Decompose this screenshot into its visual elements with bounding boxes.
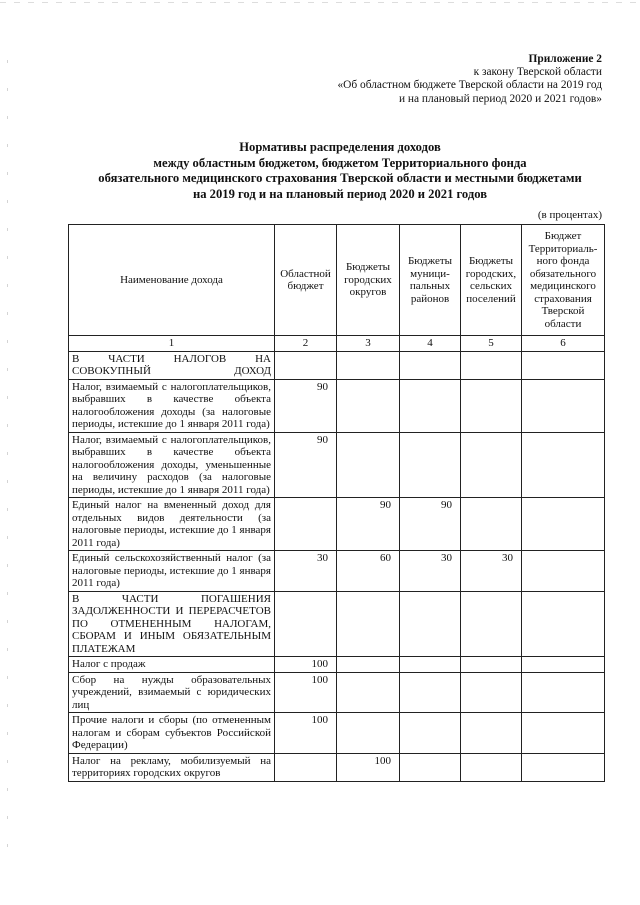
income-name: Налог с продаж bbox=[69, 657, 275, 673]
income-name: Сбор на нужды образовательных учреждений, взимаемый с юридических лиц bbox=[69, 672, 275, 713]
percent-cell: 90 bbox=[400, 498, 461, 551]
scan-artifact-margin bbox=[7, 60, 8, 860]
percent-cell bbox=[400, 753, 461, 781]
table-row bbox=[69, 379, 605, 432]
title-line-1: Нормативы распределения доходов bbox=[239, 140, 441, 154]
percent-cell bbox=[400, 351, 461, 379]
income-name: Налог на рекламу, мобилизуемый на территориях городских округов bbox=[69, 753, 275, 781]
column-number: 1 bbox=[69, 336, 275, 352]
percent-cell bbox=[522, 351, 605, 379]
document-title bbox=[60, 140, 620, 202]
header-city-districts: Бюджеты городских округов bbox=[337, 225, 400, 336]
scan-artifact-top bbox=[0, 2, 640, 3]
header-municipal-districts: Бюджеты муници-пальных районов bbox=[400, 225, 461, 336]
column-number: 2 bbox=[275, 336, 337, 352]
income-name: Единый сельскохозяйственный налог (за налоговые периоды, истекшие до 1 января 2011 года) bbox=[69, 551, 275, 592]
column-number-row bbox=[69, 336, 605, 352]
percent-cell bbox=[461, 713, 522, 754]
percent-cell bbox=[400, 713, 461, 754]
percent-cell bbox=[400, 672, 461, 713]
table-row bbox=[69, 551, 605, 592]
percent-cell bbox=[400, 432, 461, 498]
header-row bbox=[69, 225, 605, 336]
percent-cell bbox=[522, 657, 605, 673]
percent-cell: 100 bbox=[275, 672, 337, 713]
column-number: 3 bbox=[337, 336, 400, 352]
appendix-line-3: и на плановый период 2020 и 2021 годов» bbox=[398, 92, 602, 105]
percent-cell bbox=[522, 379, 605, 432]
header-health-fund: Бюджет Территориаль-ного фонда обязательного медицинского страхования Тверской области bbox=[522, 225, 605, 336]
table-row bbox=[69, 657, 605, 673]
table-row bbox=[69, 753, 605, 781]
table-row bbox=[69, 432, 605, 498]
percent-cell bbox=[522, 591, 605, 657]
percent-cell: 90 bbox=[275, 432, 337, 498]
percent-cell bbox=[337, 432, 400, 498]
percent-cell bbox=[522, 753, 605, 781]
income-name: Прочие налоги и сборы (по отмененным налогам и сборам субъектов Российской Федерации) bbox=[69, 713, 275, 754]
header-regional-budget: Областной бюджет bbox=[275, 225, 337, 336]
appendix-line-1: к закону Тверской области bbox=[473, 66, 602, 79]
percent-cell: 90 bbox=[337, 498, 400, 551]
column-number: 6 bbox=[522, 336, 605, 352]
percent-cell bbox=[337, 713, 400, 754]
percent-cell bbox=[400, 379, 461, 432]
percent-cell bbox=[461, 498, 522, 551]
percent-cell bbox=[275, 351, 337, 379]
percent-cell bbox=[337, 657, 400, 673]
percent-cell bbox=[522, 713, 605, 754]
section-row bbox=[69, 591, 605, 657]
income-name: Налог, взимаемый с налогоплательщиков, выбравших в качестве объекта налогообложения доходы (за налоговые периоды, истекшие до 1 января 2011 года) bbox=[69, 379, 275, 432]
percent-cell: 30 bbox=[461, 551, 522, 592]
percent-cell bbox=[522, 672, 605, 713]
title-line-3: обязательного медицинского страхования Тверской области и местными бюджетами bbox=[98, 171, 582, 185]
percent-cell: 30 bbox=[275, 551, 337, 592]
table-row bbox=[69, 498, 605, 551]
header-settlements: Бюджеты городских, сельских поселений bbox=[461, 225, 522, 336]
percent-cell bbox=[522, 432, 605, 498]
section-heading: В ЧАСТИ ПОГАШЕНИЯ ЗАДОЛЖЕННОСТИ И ПЕРЕРАСЧЕТОВ ПО ОТМЕНЕННЫМ НАЛОГАМ, СБОРАМ И ИНЫМ ОБЯЗАТЕЛЬНЫМ ПЛАТЕЖАМ bbox=[69, 591, 275, 657]
percent-cell bbox=[400, 591, 461, 657]
percent-cell bbox=[461, 672, 522, 713]
percent-cell bbox=[461, 351, 522, 379]
percent-cell bbox=[337, 379, 400, 432]
percent-cell bbox=[461, 432, 522, 498]
percent-cell bbox=[522, 498, 605, 551]
appendix-line-2: «Об областном бюджете Тверской области на 2019 год bbox=[337, 79, 602, 92]
distribution-table bbox=[68, 224, 605, 782]
appendix-block bbox=[337, 53, 602, 106]
appendix-title: Приложение 2 bbox=[528, 53, 602, 65]
section-row bbox=[69, 351, 605, 379]
percent-cell bbox=[461, 591, 522, 657]
percent-cell: 100 bbox=[275, 713, 337, 754]
percent-cell: 100 bbox=[337, 753, 400, 781]
percent-cell bbox=[275, 753, 337, 781]
percent-cell bbox=[275, 591, 337, 657]
column-number: 5 bbox=[461, 336, 522, 352]
column-number: 4 bbox=[400, 336, 461, 352]
percent-cell bbox=[337, 591, 400, 657]
table-row bbox=[69, 672, 605, 713]
percent-cell bbox=[337, 351, 400, 379]
income-name: Единый налог на вмененный доход для отдельных видов деятельности (за налоговые периоды, истекшие до 1 января 2011 года) bbox=[69, 498, 275, 551]
section-heading: В ЧАСТИ НАЛОГОВ НА СОВОКУПНЫЙ ДОХОД bbox=[69, 351, 275, 379]
percent-cell: 30 bbox=[400, 551, 461, 592]
header-income-name: Наименование дохода bbox=[69, 225, 275, 336]
percent-cell bbox=[337, 672, 400, 713]
percent-cell bbox=[461, 657, 522, 673]
percent-cell: 90 bbox=[275, 379, 337, 432]
title-line-2: между областным бюджетом, бюджетом Территориального фонда bbox=[153, 155, 527, 170]
title-line-4: на 2019 год и на плановый период 2020 и 2021 годов bbox=[192, 186, 488, 201]
percent-cell: 100 bbox=[275, 657, 337, 673]
percent-cell bbox=[275, 498, 337, 551]
percent-cell bbox=[461, 753, 522, 781]
table-row bbox=[69, 713, 605, 754]
percent-cell bbox=[400, 657, 461, 673]
percent-cell bbox=[522, 551, 605, 592]
percent-cell bbox=[461, 379, 522, 432]
percent-cell: 60 bbox=[337, 551, 400, 592]
units-label: (в процентах) bbox=[537, 209, 602, 221]
income-name: Налог, взимаемый с налогоплательщиков, выбравших в качестве объекта налогообложения доходы, уменьшенные на величину расходов (за налоговые периоды, истекшие до 1 января 2011 года) bbox=[69, 432, 275, 498]
